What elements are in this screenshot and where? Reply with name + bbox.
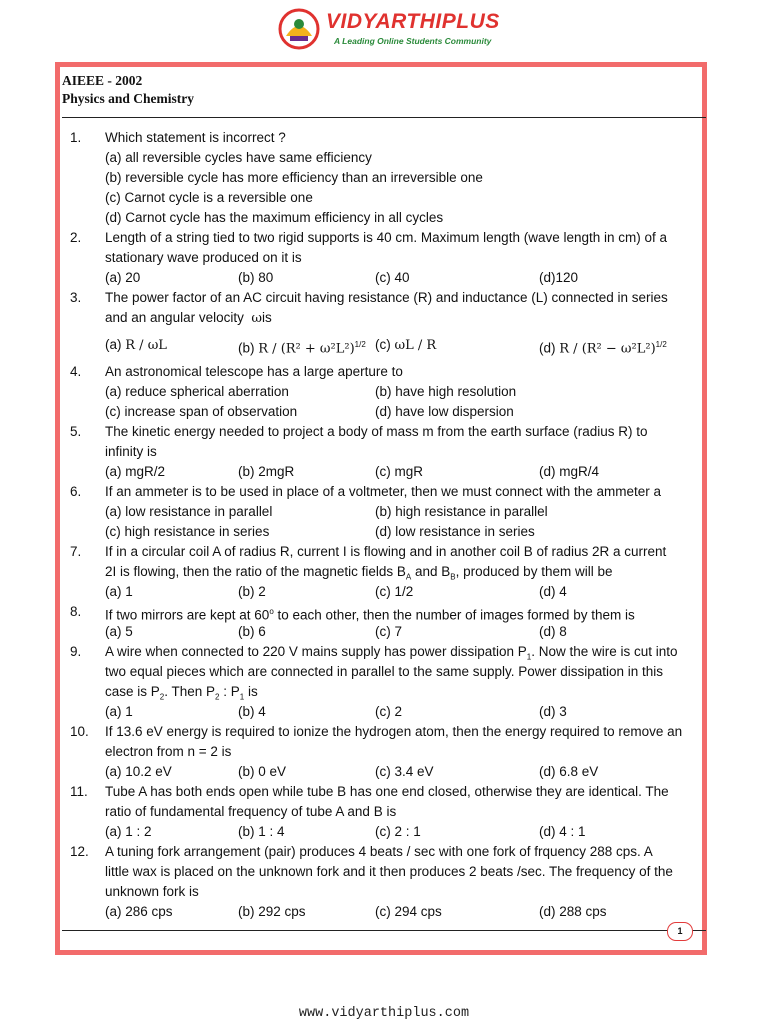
option-d: (d) 4 bbox=[539, 584, 567, 599]
option-b: (b) 292 cps bbox=[238, 904, 306, 919]
option-c: (c) 3.4 eV bbox=[375, 764, 434, 779]
question-list: 1. Which statement is incorrect ? (a) all reversible cycles have same efficiency (b) reversible cycle has more efficiency than an irreversible one (c) Carnot cycle is a reversible one (d) Carnot cycle has the maximum efficiency in all cycles 2. Length of a string tied to two rigid supports is 40 cm. Maximum length (wave length in cm) of a stationary wave produced on it is (a) 20 (b) 80 (c) 40 (d)120 3. The power factor of an AC circuit having resistance (R) and inductance (L) connected in series and an angular velocity ωis (a) R / ωL (b) $R / (R^2 + \omega^2L^2)^{1/2}$ (c) ωL / R (d) $R / (R^2 - \omega^2L^2)^{1/2}$ 4. An astronomical telescope has a large aperture to (a) reduce spherical aberration (b) have high resolution (c) increase span of observation (d) have low dispersion 5. The kinetic energy needed to project a body of mass m from the earth surface (radius R) to infinity is (a) mgR/2 (b) 2mgR (c) mgR (d) mgR/4 6. If an ammeter is to be used in place of a voltmeter, then we must connect with the ammeter a (a) low resistance in parallel (b) high resistance in parallel (c) high resistance in series (d) low resistance in series 7. If in a circular coil A of radius R, current I is flowing and in another coil B of radius 2R a current 2I is flowing, then the ratio of the magnetic fields $B_A$ and $B_B$, produced by them will be (a) 1 (b) 2 (c) 1/2 (d) 4 8. If two mirrors are kept at 60$^o$ to each other, then the number of images formed by them is (a) 5 (b) 6 (c) 7 (d) 8 9. A wire when connected to 220 V mains supply has power dissipation $P_1$. Now the wire is cut into two equal pieces which are connected in parallel to the same supply. Power dissipation in this case is $P_2$. Then $P_2$ : $P_1$ is (a) 1 (b) 4 (c) 2 (d) 3 10. If 13.6 eV energy is required to ionize the hydrogen atom, then the energy required to remove an electron from n = 2 is (a) 10.2 eV (b) 0 eV (c) 3.4 eV (d) 6.8 eV 11. Tube A has both ends open while tube B has one end closed, otherwise they are identical. The ratio of fundamental frequency of tube A and B is (a) 1 : 2 (b) 1 : 4 (c) 2 : 1 (d) 4 : 1 12. A tuning fork arrangement (pair) produces 4 beats / sec with one fork of frquency 288 cps. A little wax is placed on the unknown fork and it then produces 2 beats /sec. The frequency of the unknown fork is (a) 286 cps (b) 292 cps (c) 294 cps (d) 288 cps bbox=[62, 128, 695, 922]
header-rule bbox=[62, 117, 706, 118]
option-d: (d) Carnot cycle has the maximum efficiency in all cycles bbox=[105, 210, 444, 225]
question-text: and an angular velocity bbox=[105, 310, 244, 325]
option-b: (b) reversible cycle has more efficiency than an irreversible one bbox=[105, 170, 483, 185]
option-b: (b) 1 : 4 bbox=[238, 824, 285, 839]
question-number: 8. bbox=[70, 604, 82, 619]
question-text: If two mirrors are kept at 60$^o$ to each other, then the number of images formed by them is bbox=[105, 607, 635, 623]
option-c: (c) 294 cps bbox=[375, 904, 442, 919]
option-b: (b) 6 bbox=[238, 624, 266, 639]
question-6 bbox=[62, 482, 695, 502]
option-a: (a) 1 bbox=[105, 584, 133, 599]
logo-wordmark: VIDYARTHIPLUS bbox=[326, 10, 500, 33]
option-c: (c) Carnot cycle is a reversible one bbox=[105, 190, 313, 205]
site-logo bbox=[276, 6, 516, 52]
option-b: (b) 4 bbox=[238, 704, 266, 719]
option-d: (d) $R / (R^2 - \omega^2L^2)^{1/2}$ bbox=[539, 340, 667, 357]
question-text: If 13.6 eV energy is required to ionize the hydrogen atom, then the energy required to remove an bbox=[105, 724, 683, 739]
option-b: (b) have high resolution bbox=[375, 384, 517, 399]
question-12 bbox=[62, 842, 695, 862]
question-number: 9. bbox=[70, 644, 82, 659]
question-text: ratio of fundamental frequency of tube A and B is bbox=[105, 804, 397, 819]
option-d: (d) 6.8 eV bbox=[539, 764, 599, 779]
option-d: (d) 3 bbox=[539, 704, 567, 719]
option-d: (d) mgR/4 bbox=[539, 464, 600, 479]
question-number: 4. bbox=[70, 364, 82, 379]
question-text: If in a circular coil A of radius R, current I is flowing and in another coil B of radius 2R a current bbox=[105, 544, 667, 559]
option-b: (b) 2mgR bbox=[238, 464, 295, 479]
option-d: (d) 288 cps bbox=[539, 904, 607, 919]
option-a: (a) all reversible cycles have same efficiency bbox=[105, 150, 372, 165]
question-number: 6. bbox=[70, 484, 82, 499]
option-a: (a) R / ωL bbox=[105, 337, 167, 353]
option-d: (d) 4 : 1 bbox=[539, 824, 586, 839]
question-text: An astronomical telescope has a large aperture to bbox=[105, 364, 403, 379]
option-d: (d)120 bbox=[539, 270, 579, 285]
option-c: (c) 2 : 1 bbox=[375, 824, 421, 839]
question-text: little wax is placed on the unknown fork and it then produces 2 beats /sec. The frequency of the bbox=[105, 864, 673, 879]
question-number: 2. bbox=[70, 230, 82, 245]
question-text: case is $P_2$. Then $P_2$ : $P_1$ is bbox=[105, 684, 258, 702]
question-number: 11. bbox=[70, 784, 88, 799]
question-number: 10. bbox=[70, 724, 89, 739]
question-text: A wire when connected to 220 V mains supply has power dissipation $P_1$. Now the wire is cut into bbox=[105, 644, 678, 662]
option-a: (a) 10.2 eV bbox=[105, 764, 172, 779]
option-a: (a) 20 bbox=[105, 270, 141, 285]
option-b: (b) 2 bbox=[238, 584, 266, 599]
question-text: A tuning fork arrangement (pair) produces 4 beats / sec with one fork of frquency 288 cps. A bbox=[105, 844, 653, 859]
option-b: (b) high resistance in parallel bbox=[375, 504, 548, 519]
question-4 bbox=[62, 362, 695, 382]
options-row bbox=[62, 268, 695, 288]
question-text: two equal pieces which are connected in parallel to the same supply. Power dissipation in this bbox=[105, 664, 664, 679]
option-a: (a) reduce spherical aberration bbox=[105, 384, 289, 399]
page-number-badge: 1 bbox=[667, 922, 693, 941]
question-text: 2I is flowing, then the ratio of the magnetic fields $B_A$ and $B_B$, produced by them will be bbox=[105, 564, 613, 582]
option-d: (d) low resistance in series bbox=[375, 524, 535, 539]
question-1 bbox=[62, 128, 695, 148]
option-a: (a) 286 cps bbox=[105, 904, 173, 919]
option-d: (d) 8 bbox=[539, 624, 567, 639]
question-text: stationary wave produced on it is bbox=[105, 250, 302, 265]
question-2 bbox=[62, 228, 695, 248]
document-header bbox=[62, 72, 194, 108]
option-b: (b) $R / (R^2 + \omega^2L^2)^{1/2}$ bbox=[238, 340, 366, 357]
question-text: The kinetic energy needed to project a body of mass m from the earth surface (radius R) to bbox=[105, 424, 648, 439]
logo-tagline: A Leading Online Students Community bbox=[334, 36, 492, 46]
logo-emblem-icon bbox=[276, 6, 322, 52]
question-5 bbox=[62, 422, 695, 442]
question-number: 3. bbox=[70, 290, 82, 305]
option-a: (a) low resistance in parallel bbox=[105, 504, 273, 519]
question-text: Length of a string tied to two rigid supports is 40 cm. Maximum length (wave length in cm) of a bbox=[105, 230, 668, 245]
question-3 bbox=[62, 288, 695, 308]
option-c: (c) 40 bbox=[375, 270, 410, 285]
footer-rule bbox=[62, 930, 706, 931]
question-8 bbox=[62, 602, 695, 622]
option-c: (c) high resistance in series bbox=[105, 524, 270, 539]
question-text: Tube A has both ends open while tube B has one end closed, otherwise they are identical. The bbox=[105, 784, 669, 799]
question-number: 1. bbox=[70, 130, 82, 145]
option-a: (a) mgR/2 bbox=[105, 464, 166, 479]
question-10 bbox=[62, 722, 695, 742]
question-number: 12. bbox=[70, 844, 89, 859]
option-b: (b) 80 bbox=[238, 270, 274, 285]
subject-title: Physics and Chemistry bbox=[62, 91, 195, 106]
option-a: (a) 1 : 2 bbox=[105, 824, 152, 839]
option-b: (b) 0 eV bbox=[238, 764, 287, 779]
footer-url[interactable]: www.vidyarthiplus.com bbox=[298, 1006, 470, 1021]
option-c: (c) mgR bbox=[375, 464, 423, 479]
question-text: If an ammeter is to be used in place of a voltmeter, then we must connect with the ammeter a bbox=[105, 484, 662, 499]
option-a: (a) 1 bbox=[105, 704, 133, 719]
question-text: The power factor of an AC circuit having resistance (R) and inductance (L) connected in series bbox=[105, 290, 668, 305]
question-text: unknown fork is bbox=[105, 884, 199, 899]
option-d: (d) have low dispersion bbox=[375, 404, 514, 419]
question-text: Which statement is incorrect ? bbox=[105, 130, 286, 145]
question-number: 5. bbox=[70, 424, 82, 439]
option-c: (c) ωL / R bbox=[375, 337, 437, 353]
option-c: (c) 1/2 bbox=[375, 584, 414, 599]
question-number: 7. bbox=[70, 544, 82, 559]
option-a: (a) 5 bbox=[105, 624, 133, 639]
exam-title: AIEEE - 2002 bbox=[62, 73, 143, 88]
option-c: (c) increase span of observation bbox=[105, 404, 298, 419]
question-text: infinity is bbox=[105, 444, 157, 459]
question-9 bbox=[62, 642, 695, 662]
omega-symbol: ω bbox=[251, 311, 262, 326]
option-c: (c) 7 bbox=[375, 624, 402, 639]
question-text: electron from n = 2 is bbox=[105, 744, 232, 759]
option-c: (c) 2 bbox=[375, 704, 402, 719]
question-11 bbox=[62, 782, 695, 802]
options-row bbox=[62, 328, 695, 362]
question-7 bbox=[62, 542, 695, 562]
